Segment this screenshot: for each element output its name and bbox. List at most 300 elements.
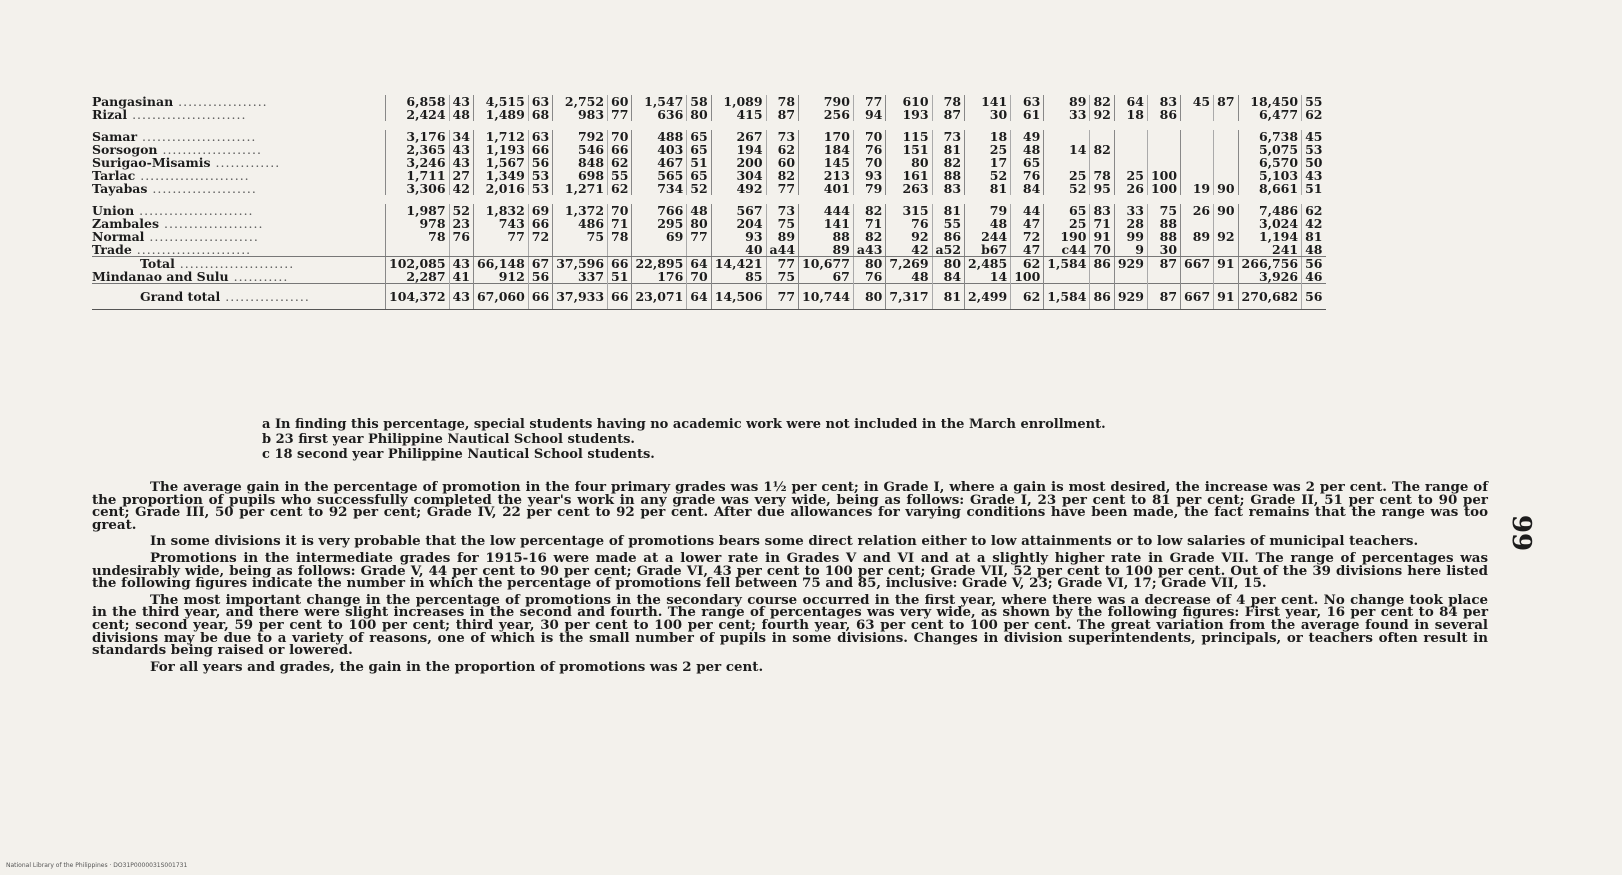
percent-cell [1214, 130, 1238, 143]
count-cell [1114, 143, 1147, 156]
count-cell [1181, 270, 1214, 284]
count-cell: 6,858 [386, 95, 450, 108]
percent-cell: 43 [449, 156, 473, 169]
count-cell: 88 [799, 230, 854, 243]
count-cell: 978 [386, 217, 450, 230]
count-cell: 1,584 [1044, 257, 1090, 271]
division-label: Trade [92, 242, 132, 257]
percent-cell: 70 [853, 156, 886, 169]
percent-cell: 77 [766, 182, 799, 195]
percent-cell: 64 [687, 257, 711, 271]
division-label: Union [92, 203, 135, 218]
percent-cell: 48 [1302, 243, 1326, 257]
percent-cell: 82 [932, 156, 965, 169]
percent-cell: 81 [932, 143, 965, 156]
count-cell: 14 [1044, 143, 1090, 156]
count-cell: 69 [632, 230, 687, 243]
percent-cell: 44 [1011, 204, 1044, 217]
count-cell: 2,287 [386, 270, 450, 284]
percent-cell: 42 [449, 182, 473, 195]
count-cell: 1,584 [1044, 284, 1090, 310]
count-cell: 161 [886, 169, 932, 182]
count-cell: 444 [799, 204, 854, 217]
count-cell: 1,547 [632, 95, 687, 108]
percent-cell: 87 [766, 108, 799, 121]
percent-cell: 52 [449, 204, 473, 217]
count-cell: 14 [965, 270, 1011, 284]
percent-cell: 83 [1147, 95, 1180, 108]
percent-cell: 84 [932, 270, 965, 284]
count-cell [1181, 243, 1214, 257]
count-cell: 667 [1181, 257, 1214, 271]
percent-cell: 77 [766, 284, 799, 310]
count-cell: 190 [1044, 230, 1090, 243]
percent-cell: 53 [1302, 143, 1326, 156]
percent-cell [1214, 243, 1238, 257]
division-label: Surigao-Misamis [92, 155, 211, 170]
percent-cell: 63 [528, 130, 552, 143]
row-spacer [92, 121, 1326, 130]
percent-cell: 55 [932, 217, 965, 230]
percent-cell: 23 [449, 217, 473, 230]
count-cell: 337 [553, 270, 608, 284]
percent-cell: 75 [766, 217, 799, 230]
footnote-c: c 18 second year Philippine Nautical School students. [262, 447, 655, 462]
table-row [92, 108, 1326, 121]
percent-cell: 71 [853, 217, 886, 230]
percent-cell: 76 [853, 143, 886, 156]
division-label: Mindanao and Sulu [92, 269, 229, 284]
division-name [92, 243, 386, 257]
count-cell: 48 [886, 270, 932, 284]
percent-cell: 84 [1011, 182, 1044, 195]
percent-cell: 81 [932, 204, 965, 217]
percent-cell: 60 [766, 156, 799, 169]
count-cell: 743 [473, 217, 528, 230]
percent-cell: 34 [449, 130, 473, 143]
percent-cell: 78 [766, 95, 799, 108]
percent-cell: 83 [1090, 204, 1114, 217]
percent-cell: 51 [608, 270, 632, 284]
percent-cell: 70 [1090, 243, 1114, 257]
percent-cell: 80 [853, 257, 886, 271]
percent-cell: 77 [608, 108, 632, 121]
count-cell: 104,372 [386, 284, 450, 310]
percent-cell: a52 [932, 243, 965, 257]
count-cell: 99 [1114, 230, 1147, 243]
count-cell: 102,085 [386, 257, 450, 271]
percent-cell: 91 [1214, 284, 1238, 310]
division-label: Zambales [92, 216, 160, 231]
count-cell: 3,306 [386, 182, 450, 195]
count-cell [1114, 270, 1147, 284]
division-name [92, 182, 386, 195]
count-cell: 3,246 [386, 156, 450, 169]
count-cell: 18 [1114, 108, 1147, 121]
count-cell: 184 [799, 143, 854, 156]
percent-cell: 83 [932, 182, 965, 195]
percent-cell: 87 [932, 108, 965, 121]
count-cell: 983 [553, 108, 608, 121]
count-cell: 5,075 [1238, 143, 1302, 156]
count-cell: 170 [799, 130, 854, 143]
count-cell: 89 [799, 243, 854, 257]
percent-cell: 55 [1302, 95, 1326, 108]
page-number: 99 [1506, 514, 1537, 552]
percent-cell [1214, 270, 1238, 284]
promotion-statistics-table [92, 95, 1326, 310]
count-cell: 64 [1114, 95, 1147, 108]
percent-cell [1214, 108, 1238, 121]
footnote-a: a In finding this percentage, special students having no academic work were not included in the March enrollment. [262, 417, 1106, 432]
count-cell: 48 [965, 217, 1011, 230]
count-cell: 66,148 [473, 257, 528, 271]
count-cell: 85 [711, 270, 766, 284]
percent-cell: 75 [1147, 204, 1180, 217]
count-cell: 2,752 [553, 95, 608, 108]
percent-cell: 91 [1090, 230, 1114, 243]
count-cell: 848 [553, 156, 608, 169]
percent-cell: 86 [1090, 257, 1114, 271]
count-cell: 1,987 [386, 204, 450, 217]
count-cell [1181, 143, 1214, 156]
percent-cell: 81 [1302, 230, 1326, 243]
count-cell: 92 [886, 230, 932, 243]
percent-cell [1147, 143, 1180, 156]
count-cell: 2,485 [965, 257, 1011, 271]
percent-cell: 70 [608, 204, 632, 217]
percent-cell: 87 [1147, 257, 1180, 271]
division-label: Pangasinan [92, 94, 174, 109]
count-cell [473, 243, 528, 257]
count-cell: 14,421 [711, 257, 766, 271]
count-cell [553, 243, 608, 257]
percent-cell: 78 [1090, 169, 1114, 182]
percent-cell: 75 [766, 270, 799, 284]
count-cell: 28 [1114, 217, 1147, 230]
count-cell: 200 [711, 156, 766, 169]
count-cell: 1,372 [553, 204, 608, 217]
percent-cell: 91 [1214, 257, 1238, 271]
count-cell: 141 [965, 95, 1011, 108]
percent-cell: 87 [1214, 95, 1238, 108]
percent-cell: 50 [1302, 156, 1326, 169]
leader-dots: ...................... [135, 168, 250, 183]
leader-dots: .................. [173, 94, 268, 109]
count-cell: 1,194 [1238, 230, 1302, 243]
percent-cell: 78 [932, 95, 965, 108]
count-cell: 1,089 [711, 95, 766, 108]
leader-dots: .................... [157, 142, 262, 157]
count-cell [632, 243, 687, 257]
percent-cell: 82 [766, 169, 799, 182]
percent-cell: 70 [608, 130, 632, 143]
table-row [92, 270, 1326, 284]
count-cell: 17 [965, 156, 1011, 169]
percent-cell: 63 [1011, 95, 1044, 108]
count-cell: 77 [473, 230, 528, 243]
percent-cell: 81 [932, 284, 965, 310]
leader-dots: ....................... [174, 256, 295, 271]
paragraph-secondary-course: The most important change in the percentage of promotions in the secondary course occurred in the first year, where there was a decrease of 4 per cent. No change took place in the third year, and there were slight increases in the second and fourth. The range of percentages was very wide, as shown by the following figures: First year, 16 per cent to 84 per cent; second year, 59 per cent to 100 per cent; third year, 30 per cent to 100 per cent; fourth year, 63 per cent to 100 per cent. The great variation from the average found in several divisions may be due to a variety of reasons, one of which is the small number of pupils in some divisions. Changes in division superintendents, principals, or teachers often result in standards being raised or lowered. [92, 591, 1488, 659]
percent-cell: 82 [1090, 143, 1114, 156]
percent-cell: 62 [766, 143, 799, 156]
leader-dots: ..................... [147, 181, 257, 196]
count-cell: 734 [632, 182, 687, 195]
count-cell: 37,933 [553, 284, 608, 310]
count-cell: 4,515 [473, 95, 528, 108]
percent-cell: 66 [528, 217, 552, 230]
count-cell: 546 [553, 143, 608, 156]
count-cell: c44 [1044, 243, 1090, 257]
percent-cell: 53 [528, 169, 552, 182]
percent-cell: 61 [1011, 108, 1044, 121]
percent-cell: 88 [1147, 230, 1180, 243]
count-cell: 33 [1044, 108, 1090, 121]
leader-dots: ................. [220, 289, 310, 304]
count-cell: 1,711 [386, 169, 450, 182]
division-name [92, 284, 386, 310]
division-label: Tayabas [92, 181, 148, 196]
count-cell: 2,424 [386, 108, 450, 121]
leader-dots: ....................... [131, 242, 252, 257]
count-cell: 6,570 [1238, 156, 1302, 169]
percent-cell: 76 [449, 230, 473, 243]
percent-cell: 48 [687, 204, 711, 217]
percent-cell [1090, 270, 1114, 284]
leader-dots: ...................... [144, 229, 259, 244]
count-cell: 929 [1114, 257, 1147, 271]
count-cell: 295 [632, 217, 687, 230]
percent-cell: 65 [1011, 156, 1044, 169]
count-cell: 610 [886, 95, 932, 108]
percent-cell: 47 [1011, 243, 1044, 257]
division-name [92, 108, 386, 121]
count-cell: 18,450 [1238, 95, 1302, 108]
percent-cell: 43 [449, 284, 473, 310]
percent-cell: 56 [528, 156, 552, 169]
percent-cell: 89 [766, 230, 799, 243]
count-cell: 145 [799, 156, 854, 169]
count-cell: 1,712 [473, 130, 528, 143]
leader-dots: ....................... [137, 129, 257, 144]
percent-cell: 65 [687, 169, 711, 182]
count-cell: 204 [711, 217, 766, 230]
count-cell: 141 [799, 217, 854, 230]
footnotes [262, 417, 1106, 462]
count-cell: 193 [886, 108, 932, 121]
percent-cell: 48 [1011, 143, 1044, 156]
count-cell: 76 [886, 217, 932, 230]
division-name [92, 257, 386, 271]
count-cell: 2,365 [386, 143, 450, 156]
division-label: Tarlac [92, 168, 136, 183]
percent-cell: 73 [766, 204, 799, 217]
percent-cell: 62 [608, 182, 632, 195]
count-cell: 244 [965, 230, 1011, 243]
count-cell: 912 [473, 270, 528, 284]
percent-cell: 27 [449, 169, 473, 182]
percent-cell: 56 [1302, 284, 1326, 310]
percent-cell: 86 [1147, 108, 1180, 121]
percent-cell [1147, 270, 1180, 284]
percent-cell: 62 [1302, 108, 1326, 121]
count-cell: 65 [1044, 204, 1090, 217]
count-cell [1181, 108, 1214, 121]
paragraph-primary-grades: The average gain in the percentage of promotion in the four primary grades was 1½ per cent; in Grade I, where a gain is most desired, the increase was 2 per cent. The range of the proportion of pupils who successfully completed the year's work in any grade was very wide, being as follows: Grade I, 23 per cent to 81 per cent; Grade II, 51 per cent to 90 per cent; Grade III, 50 per cent to 92 per cent; Grade IV, 22 per cent to 92 per cent. After due allowances for varying conditions have been made, the fact remains that the range was too great. [92, 479, 1488, 533]
percent-cell: 62 [608, 156, 632, 169]
percent-cell: 95 [1090, 182, 1114, 195]
count-cell: 2,016 [473, 182, 528, 195]
percent-cell [449, 243, 473, 257]
count-cell: 7,486 [1238, 204, 1302, 217]
percent-cell: 52 [687, 182, 711, 195]
division-label: Total [140, 256, 175, 271]
percent-cell: 66 [528, 284, 552, 310]
count-cell: 1,349 [473, 169, 528, 182]
paragraph-intermediate-grades: Promotions in the intermediate grades for 1915-16 were made at a lower rate in Grades V and VI and at a slightly higher rate in Grade VII. The range of percentages was undesirably wide, being as follows: Grade V, 44 per cent to 90 per cent; Grade VI, 43 per cent to 100 per cent; Grade VII, 52 per cent to 100 per cent. Out of the 39 divisions here listed the following figures indicate the number in which the percentage of promotions fell between 75 and 85, inclusive: Grade V, 23; Grade VI, 17; Grade VII, 15. [92, 549, 1488, 592]
count-cell: 790 [799, 95, 854, 108]
percent-cell: 46 [1302, 270, 1326, 284]
percent-cell: 80 [932, 257, 965, 271]
footnote-b: b 23 first year Philippine Nautical School students. [262, 432, 635, 447]
percent-cell: a44 [766, 243, 799, 257]
division-name [92, 270, 386, 284]
count-cell: 10,677 [799, 257, 854, 271]
percent-cell: 65 [687, 130, 711, 143]
count-cell: 151 [886, 143, 932, 156]
report-text [92, 481, 1488, 677]
percent-cell: 76 [853, 270, 886, 284]
percent-cell: 41 [449, 270, 473, 284]
count-cell: 486 [553, 217, 608, 230]
percent-cell: 76 [1011, 169, 1044, 182]
count-cell [386, 243, 450, 257]
count-cell: 176 [632, 270, 687, 284]
count-cell: 7,269 [886, 257, 932, 271]
count-cell: 3,024 [1238, 217, 1302, 230]
table-row [92, 257, 1326, 271]
percent-cell: 82 [853, 230, 886, 243]
division-label: Grand total [140, 289, 221, 304]
count-cell: 25 [1044, 169, 1090, 182]
percent-cell: 92 [1214, 230, 1238, 243]
paragraph-conclusion: For all years and grades, the gain in the proportion of promotions was 2 per cent. [150, 658, 764, 675]
count-cell: 567 [711, 204, 766, 217]
count-cell: 1,193 [473, 143, 528, 156]
percent-cell: 82 [1090, 95, 1114, 108]
percent-cell: 68 [528, 108, 552, 121]
count-cell: 79 [965, 204, 1011, 217]
count-cell: 467 [632, 156, 687, 169]
count-cell: 67 [799, 270, 854, 284]
leader-dots: ............. [210, 155, 281, 170]
percent-cell: 53 [528, 182, 552, 195]
count-cell: 488 [632, 130, 687, 143]
count-cell: 26 [1114, 182, 1147, 195]
count-cell: 267 [711, 130, 766, 143]
leader-dots: ....................... [134, 203, 254, 218]
percent-cell: 88 [932, 169, 965, 182]
count-cell: 67,060 [473, 284, 528, 310]
count-cell: 81 [965, 182, 1011, 195]
percent-cell: 93 [853, 169, 886, 182]
count-cell: 8,661 [1238, 182, 1302, 195]
percent-cell: 67 [528, 257, 552, 271]
percent-cell: 48 [449, 108, 473, 121]
count-cell: 22,895 [632, 257, 687, 271]
percent-cell: 66 [608, 257, 632, 271]
percent-cell: 72 [528, 230, 552, 243]
percent-cell: 43 [449, 95, 473, 108]
percent-cell [687, 243, 711, 257]
percent-cell: 58 [687, 95, 711, 108]
count-cell: 40 [711, 243, 766, 257]
percent-cell: 86 [932, 230, 965, 243]
percent-cell: 78 [608, 230, 632, 243]
count-cell: 25 [1114, 169, 1147, 182]
percent-cell: 51 [1302, 182, 1326, 195]
percent-cell: 72 [1011, 230, 1044, 243]
percent-cell: 70 [853, 130, 886, 143]
count-cell: 194 [711, 143, 766, 156]
count-cell: 52 [1044, 182, 1090, 195]
percent-cell: 45 [1302, 130, 1326, 143]
count-cell: 256 [799, 108, 854, 121]
percent-cell: 86 [1090, 284, 1114, 310]
percent-cell: 51 [687, 156, 711, 169]
percent-cell: 71 [608, 217, 632, 230]
count-cell: b67 [965, 243, 1011, 257]
count-cell: 698 [553, 169, 608, 182]
percent-cell: 77 [853, 95, 886, 108]
count-cell: 9 [1114, 243, 1147, 257]
percent-cell: 65 [687, 143, 711, 156]
table-row [92, 284, 1326, 310]
count-cell: 6,477 [1238, 108, 1302, 121]
count-cell: 636 [632, 108, 687, 121]
count-cell: 25 [1044, 217, 1090, 230]
percent-cell: 92 [1090, 108, 1114, 121]
percent-cell: 73 [766, 130, 799, 143]
percent-cell: 77 [687, 230, 711, 243]
count-cell: 80 [886, 156, 932, 169]
percent-cell: 100 [1147, 182, 1180, 195]
count-cell: 263 [886, 182, 932, 195]
count-cell: 33 [1114, 204, 1147, 217]
count-cell: 14,506 [711, 284, 766, 310]
percent-cell: 56 [528, 270, 552, 284]
count-cell: 75 [553, 230, 608, 243]
percent-cell: 43 [449, 257, 473, 271]
percent-cell: 69 [528, 204, 552, 217]
percent-cell: 60 [608, 95, 632, 108]
count-cell: 270,682 [1238, 284, 1302, 310]
percent-cell: 79 [853, 182, 886, 195]
percent-cell: 62 [1302, 204, 1326, 217]
count-cell: 1,567 [473, 156, 528, 169]
count-cell: 241 [1238, 243, 1302, 257]
count-cell: 415 [711, 108, 766, 121]
count-cell: 89 [1181, 230, 1214, 243]
percent-cell: 66 [608, 284, 632, 310]
percent-cell: 80 [853, 284, 886, 310]
percent-cell: 63 [528, 95, 552, 108]
percent-cell: 80 [687, 108, 711, 121]
percent-cell: a43 [853, 243, 886, 257]
percent-cell: 49 [1011, 130, 1044, 143]
percent-cell [1147, 130, 1180, 143]
